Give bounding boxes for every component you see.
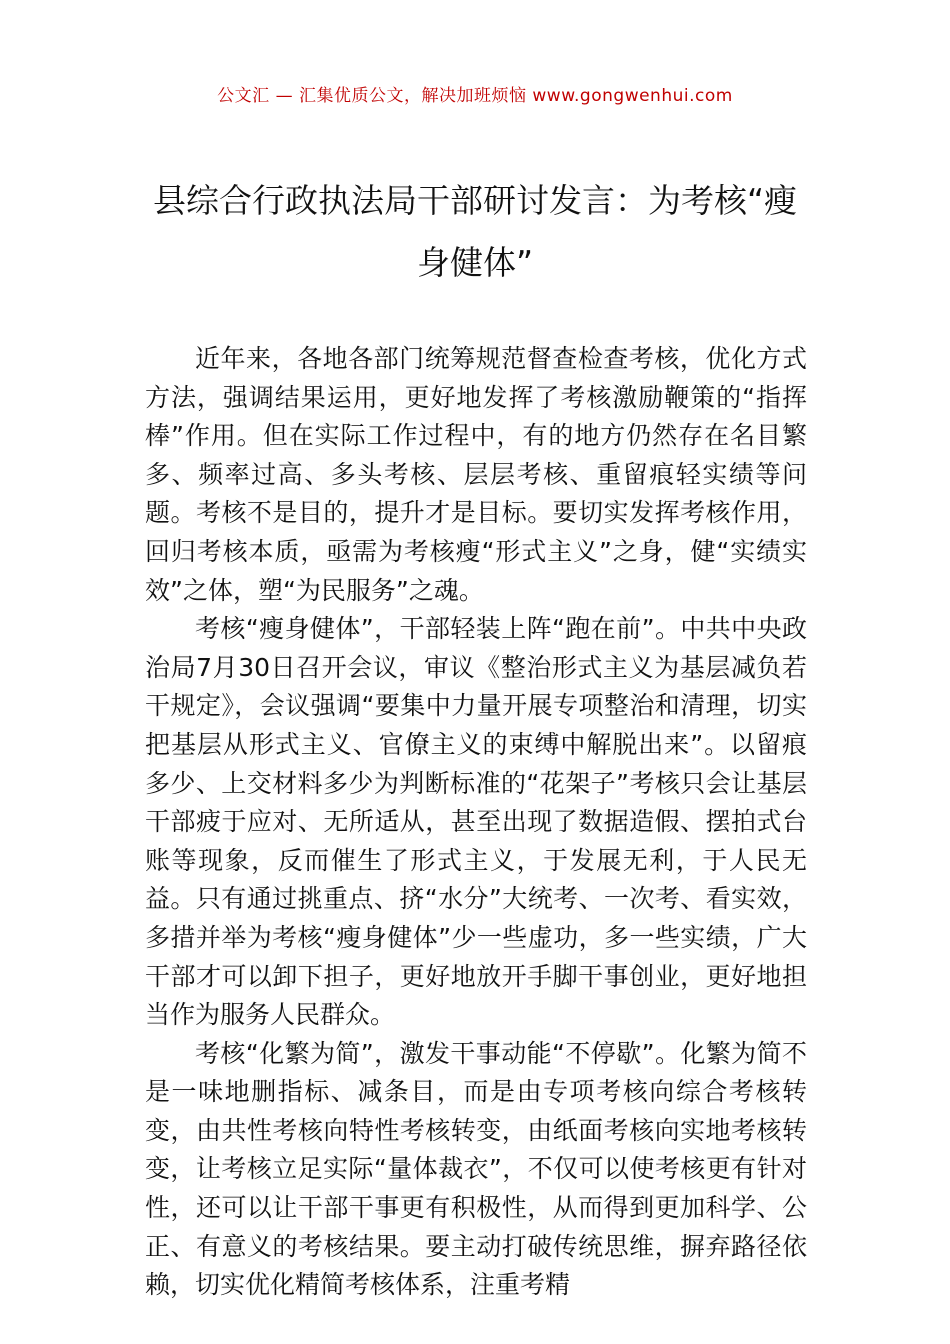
- header-banner: 公文汇 — 汇集优质公文，解决加班烦恼 www.gongwenhui.com: [217, 86, 733, 106]
- document-title: 县综合行政执法局干部研讨发言：为考核“瘦身健体”: [152, 181, 798, 282]
- paragraph: 考核“瘦身健体”，干部轻装上阵“跑在前”。中共中央政治局7月30日召开会议，审议《整治形式主义为基层减负若干规定》，会议强调“要集中力量开展专项整治和清理，切实把基层从形式主义、官僚主义的束缚中解脱出来”。以留痕多少、上交材料多少为判断标准的“花架子”考核只会让基层干部疲于应对、无所适从，甚至出现了数据造假、摆拍式台账等现象，反而催生了形式主义，于发展无利，于人民无益。只有通过挑重点、挤“水分”大统考、一次考、看实效，多措并举为考核“瘦身健体”少一些虚功，多一些实绩，广大干部才可以卸下担子，更好地放开手脚干事创业，更好地担当作为服务人民群众。: [145, 614, 807, 1030]
- paragraph: 考核“化繁为简”，激发干事动能“不停歇”。化繁为简不是一味地删指标、减条目，而是由专项考核向综合考核转变，由共性考核向特性考核转变，由纸面考核向实地考核转变，让考核立足实际“量体裁衣”，不仅可以使考核更有针对性，还可以让干部干事更有积极性，从而得到更加科学、公正、有意义的考核结果。要主动打破传统思维，摒弃路径依赖，切实优化精简考核体系，注重考精: [145, 1038, 807, 1300]
- paragraph: 近年来，各地各部门统筹规范督查检查考核，优化方式方法，强调结果运用，更好地发挥了考核激励鞭策的“指挥棒”作用。但在实际工作过程中，有的地方仍然存在名目繁多、频率过高、多头考核、层层考核、重留痕轻实绩等问题。考核不是目的，提升才是目标。要切实发挥考核作用，回归考核本质，亟需为考核瘦“形式主义”之身，健“实绩实效”之体，塑“为民服务”之魂。: [145, 344, 807, 605]
- document-body: [145, 340, 807, 1305]
